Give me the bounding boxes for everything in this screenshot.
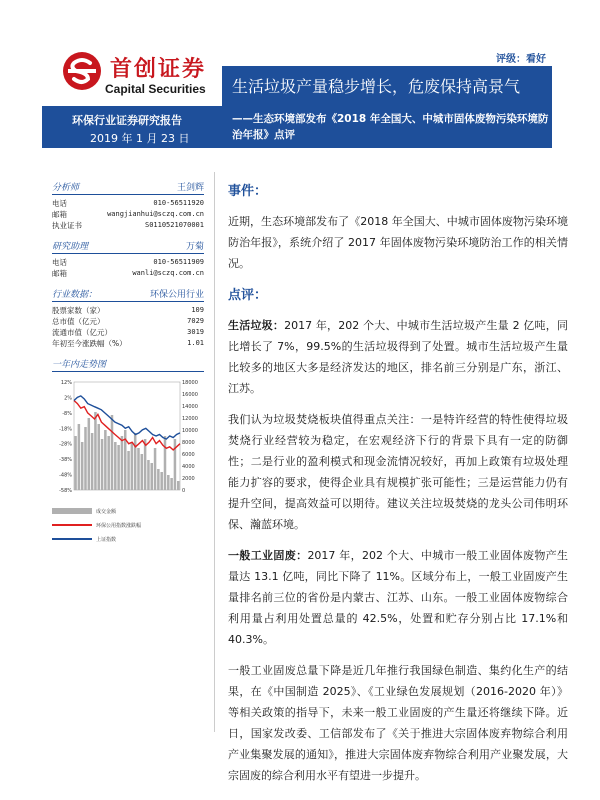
row-value: 3019	[187, 328, 204, 336]
right-tick-label: 18000	[182, 380, 198, 386]
volume-bar	[81, 442, 84, 490]
volume-bar	[121, 436, 124, 490]
capital-securities-logo-icon	[62, 51, 102, 91]
right-tick-label: 8000	[182, 440, 195, 446]
volume-bar	[107, 436, 110, 490]
legend-label: 上证指数	[96, 536, 117, 543]
right-tick-label: 12000	[182, 416, 198, 422]
row-label: 总市值（亿元）	[52, 317, 105, 326]
volume-bar	[94, 412, 97, 490]
volume-bar	[147, 460, 150, 490]
report-type: 环保行业证券研究报告	[72, 114, 182, 127]
event-heading: 事件：	[228, 184, 268, 199]
row-label: 邮箱	[52, 269, 67, 278]
row-label: 股票家数（家）	[52, 306, 105, 315]
row-value: 1.01	[187, 339, 204, 347]
industry-title	[52, 287, 204, 302]
row-label: 年初至今涨跌幅（%）	[52, 339, 127, 348]
volume-bar	[137, 448, 140, 490]
row-value[interactable]: wangjianhui@sczq.com.cn	[107, 210, 204, 218]
industry-block	[52, 287, 204, 349]
analyst-name: 王剑辉	[176, 183, 204, 193]
volume-bar	[117, 445, 120, 490]
analyst-title	[52, 180, 204, 195]
paragraph-body: 2017 年，202 个大、中城市一般工业固体废物产生量达 13.1 亿吨，同比下降了 11%。区域分布上，一般工业固废产生量排名前三位的省份是内蒙古、江苏、山东。一般工业固体废物综合利用量占利用处置总量的 42.5%，处置和贮存分别占比 17.1%和 40.3%。	[228, 549, 569, 646]
row-value: 109	[191, 306, 204, 314]
assistant-phone	[52, 257, 204, 268]
analyst-label: 分析师	[52, 183, 80, 193]
legend-label: 环保公用指数涨跌幅	[96, 522, 142, 529]
sidebar	[52, 180, 204, 546]
row-value[interactable]: wanli@sczq.com.cn	[132, 269, 204, 277]
logo-en-text: Capital Securities	[105, 82, 206, 96]
report-header	[42, 38, 552, 148]
event-paragraph: 近期，生态环境部发布了《2018 年全国大、中城市固体废物污染环境防治年报》，系统介绍了 2017 年固体废物污染环境防治工作的相关情况。	[228, 215, 568, 270]
industry-row	[52, 316, 204, 327]
volume-bar	[160, 472, 163, 490]
right-tick-label: 2000	[182, 476, 195, 482]
industry-row	[52, 338, 204, 349]
legend-swatch-blue	[52, 538, 92, 540]
rating: 评级：看好	[496, 54, 546, 65]
row-value: S0110521070001	[144, 221, 204, 229]
volume-bar	[127, 451, 130, 490]
right-tick-label: 10000	[182, 428, 198, 434]
right-tick-label: 16000	[182, 392, 198, 398]
left-tick-label: 12%	[60, 380, 72, 386]
industry-row	[52, 327, 204, 338]
volume-bar	[144, 439, 147, 490]
right-tick-label: 14000	[182, 404, 198, 410]
paragraph-policy: 一般工业固废总量下降是近几年推行我国绿色制造、集约化生产的结果，在《中国制造 2025》、《工业绿色发展规划（2016-2020 年）》等相关政策的指导下，未来一般工业固废的产生量还将继续下降。近日，国家发改委、工信部发布了《关于推进大宗固体废弃物综合利用产业集聚发展的通知》，推进大宗固体废弃物综合利用产业聚发展，大宗固废的综合利用水平有望进一步提升。	[228, 664, 568, 782]
assistant-label: 研究助理	[52, 242, 89, 252]
main-content	[228, 180, 568, 796]
legend-item	[52, 518, 204, 532]
left-tick-label: -58%	[59, 488, 72, 494]
volume-bar	[74, 436, 77, 490]
legend-label: 成交金额	[96, 508, 117, 515]
assistant-name: 万菊	[185, 242, 204, 252]
volume-bar	[97, 424, 100, 490]
paragraph-lead: 生活垃圾：	[228, 319, 285, 332]
subtitle: ——生态环境部发布《2018 年全国大、中城市固体废物污染环境防治年报》点评	[232, 113, 549, 141]
volume-bar	[167, 475, 170, 490]
right-tick-label: 6000	[182, 452, 195, 458]
report-meta	[42, 106, 222, 148]
chart-title: 一年内走势图	[52, 357, 204, 372]
volume-bar	[91, 433, 94, 490]
right-tick-label: 4000	[182, 464, 195, 470]
chart-legend	[52, 504, 204, 546]
left-tick-label: -18%	[59, 426, 72, 433]
industry-row	[52, 305, 204, 316]
industry-name: 环保公用行业	[149, 290, 204, 300]
paragraph-body: 2017 年，202 个大、中城市生活垃圾产生量 2 亿吨，同比增长了 7%，99.5%的生活垃圾得到了处置。城市生活垃圾产生量比较多的地区大多是经济发达的地区，排名前三分别是广东，浙江、江苏。	[228, 319, 568, 395]
volume-bar	[141, 454, 144, 490]
trend-chart	[52, 378, 204, 498]
row-value: 7029	[187, 317, 204, 325]
comment-heading: 点评：	[228, 288, 268, 303]
assistant-email	[52, 268, 204, 279]
volume-bar	[104, 430, 107, 490]
assistant-block	[52, 239, 204, 279]
volume-bar	[114, 442, 117, 490]
analyst-email	[52, 209, 204, 220]
volume-bar	[157, 469, 160, 490]
volume-bar	[84, 427, 87, 490]
paragraph-incineration: 我们认为垃圾焚烧板块值得重点关注：一是特许经营的特性使得垃圾焚烧行业经营较为稳定，在宏观经济下行的背景下具有一定的防御性；二是行业的盈利模式和现金流情况较好，再加上政策有垃圾处理能力扩容的要求，使得企业具有规模扩张可能性；三是运营能力仍有提升空间，提高效益可以期待。建议关注垃圾焚烧的龙头公司伟明环保、瀚蓝环境。	[228, 413, 568, 531]
left-tick-label: 2%	[64, 395, 72, 402]
volume-bar	[131, 442, 134, 490]
page-title: 生活垃圾产量稳步增长，危废保持高景气	[232, 77, 521, 96]
legend-item	[52, 504, 204, 518]
volume-bar	[154, 448, 157, 490]
report-date: 2019 年 1 月 23 日	[90, 132, 190, 145]
volume-bar	[78, 424, 81, 490]
left-tick-label: -48%	[59, 472, 72, 479]
volume-bar	[134, 433, 137, 490]
title-bar	[222, 66, 552, 106]
paragraph-industrial-waste	[228, 545, 568, 650]
trend-chart-svg	[52, 378, 204, 498]
analyst-phone	[52, 198, 204, 209]
volume-bar	[164, 436, 167, 490]
volume-bar	[150, 463, 153, 490]
row-value: 010-56511909	[153, 258, 204, 266]
volume-bar	[101, 439, 104, 490]
analyst-license	[52, 220, 204, 231]
right-tick-label: 0	[182, 488, 186, 494]
subtitle-band	[222, 106, 552, 148]
row-label: 电话	[52, 258, 67, 267]
industry-label: 行业数据：	[52, 290, 98, 300]
row-label: 邮箱	[52, 210, 67, 219]
row-label: 执业证书	[52, 221, 82, 230]
paragraph-household-waste	[228, 315, 568, 399]
paragraph-lead: 一般工业固废：	[228, 549, 308, 562]
logo-cn-text: 首创证券	[110, 56, 207, 82]
volume-bar	[111, 415, 114, 490]
assistant-title	[52, 239, 204, 254]
row-label: 流通市值（亿元）	[52, 328, 112, 337]
volume-bar	[88, 418, 91, 490]
legend-item	[52, 532, 204, 546]
column-divider	[214, 172, 215, 732]
row-label: 电话	[52, 199, 67, 208]
volume-bar	[170, 478, 173, 490]
left-tick-label: -8%	[62, 410, 72, 417]
analyst-block	[52, 180, 204, 231]
logo	[42, 38, 222, 106]
row-value: 010-56511920	[153, 199, 204, 207]
volume-bar	[177, 481, 180, 490]
legend-swatch-bar	[52, 508, 92, 514]
left-tick-label: -28%	[59, 441, 72, 448]
legend-swatch-red	[52, 524, 92, 526]
left-tick-label: -38%	[59, 457, 72, 464]
